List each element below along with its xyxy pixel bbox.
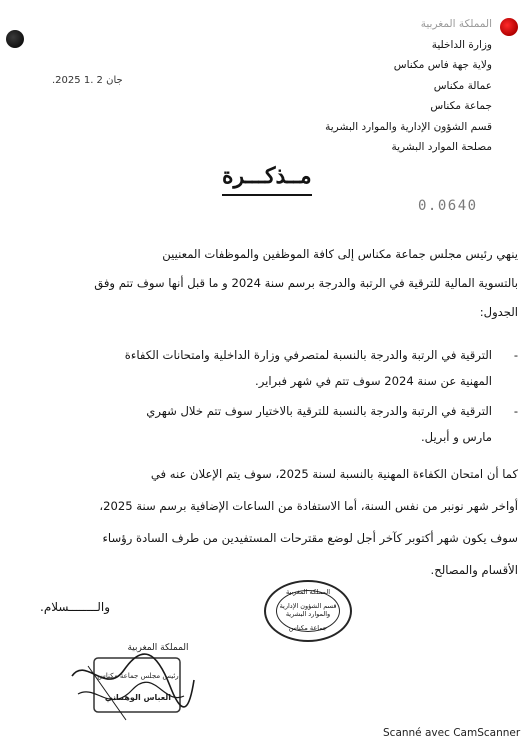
letterhead-division: قسم الشؤون الإدارية والموارد البشرية [325,120,492,133]
punch-hole-left [6,30,24,48]
signature-stamp-name: العباس الوهماني [104,693,172,702]
schedule-item-line: المهنية عن سنة 2024 سوف تتم في شهر فبراير. [255,374,492,388]
salutation: والــــــــسلام. [40,600,111,614]
official-round-stamp [264,580,352,642]
document-date: .2025 جان 2 .1 [52,75,123,86]
document-title: مــذكـــرة [222,163,312,189]
schedule-item-march-april [28,398,518,450]
closing-paragraph-line: أواخر شهر نونبر من نفس السنة، أما الاستفادة من الساعات الإضافية برسم سنة 2025، [99,499,518,513]
signature-stamp-president: رئيس مجلس جماعة مكناس [97,672,179,680]
scanner-watermark: Scanné avec CamScanner [383,727,521,739]
letterhead-wilaya: ولاية جهة فاس مكناس [393,59,492,71]
schedule-item-line: مارس و أبريل. [420,430,492,444]
intro-line: ينهي رئيس مجلس جماعة مكناس إلى كافة الموظفين والموظفات المعنيين [162,247,518,261]
signature-stamp-kingdom: المملكة المغربية [127,643,189,653]
letterhead-prefecture: عمالة مكناس [433,79,492,92]
stamp-text: قسم الشؤون الإدارية [279,602,337,610]
intro-line: الجدول: [479,305,518,319]
letterhead-kingdom: المملكة المغربية [420,18,492,30]
reference-number: 0.0640 [418,198,478,214]
bullet-dash: - [513,404,518,418]
closing-paragraph-line: كما أن امتحان الكفاءة المهنية بالنسبة لسنة 2025، سوف يتم الإعلان عنه في [150,467,518,481]
closing-paragraph-line: الأقسام والمصالح. [430,563,518,577]
intro-line: بالتسوية المالية للترقية في الرتبة والدرجة برسم سنة 2024 و ما قبل أنها سوف تتم وفق [94,276,518,290]
stamp-text: والموارد البشرية [285,610,331,618]
schedule-item-line: الترقية في الرتبة والدرجة بالنسبة للترقية بالاختيار سوف تتم خلال شهري [146,404,492,418]
letterhead-commune: جماعة مكناس [430,100,492,112]
bullet-dash: - [513,348,518,362]
schedule-list [28,342,518,454]
stamp-text: جماعة مكناس [288,624,328,632]
closing-paragraph-line: سوف يكون شهر أكتوبر كآخر أجل لوضع مقترحات المستفيدين من طرف السادة رؤساء [102,531,518,545]
letterhead-ministry: وزارة الداخلية [431,38,492,51]
intro-paragraph [28,240,518,327]
punch-hole-right [500,18,518,36]
closing-paragraph [28,458,518,586]
schedule-item-line: الترقية في الرتبة والدرجة بالنسبة لمتصرفي وزارة الداخلية وامتحانات الكفاءة [124,348,492,362]
stamp-text: المملكة المغربية [285,588,331,596]
title-underline [222,194,312,196]
schedule-item-february [28,342,518,394]
letterhead [325,14,492,158]
signature-stamp [66,636,198,730]
letterhead-service: مصلحة الموارد البشرية [391,141,492,153]
